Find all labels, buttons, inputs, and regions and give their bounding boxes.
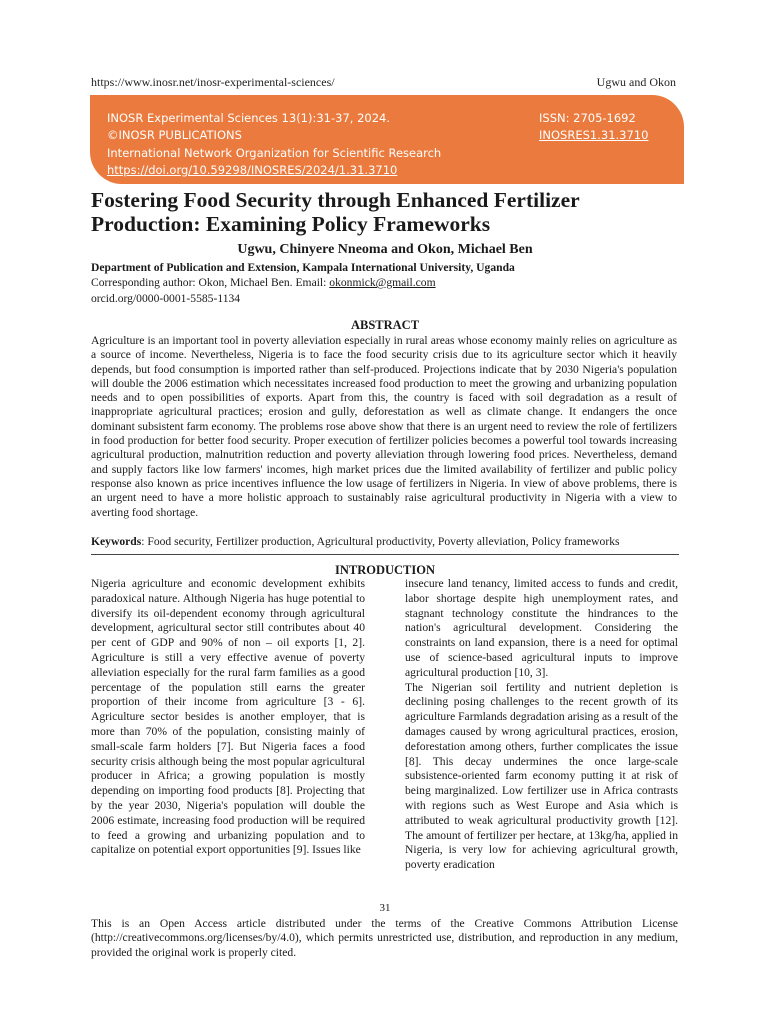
- header-running-authors: Ugwu and Okon: [596, 75, 676, 89]
- abstract-text: Agriculture is an important tool in poverty alleviation especially in rural areas whose economy mainly relies on agriculture as a source of income. Nevertheless, Nigeria is to face the food security crisis due to its agriculture sector which it heavily depends, but food consumption is imported rather than self-produced. Projections indicate that by 2030 Nigeria's population will double the 2006 estimation which necessitates increased food production to meet the growing and urbanizing population needs and to open possibilities of exports. Apart from this, the country is faced with soil degradation as a result of inappropriate agricultural practices; erosion and gully, deforestation as well as climate change. It endangers the once dominant subsistent farm economy. The problems rose above show that there is an urgent need to review the role of fertilizers in food production for better food security. Proper execution of fertilizer policies becomes a powerful tool towards increasing agricultural production, malnutrition reduction and poverty alleviation through lowering food prices. Nevertheless, demand and supply factors like low farmers' incomes, high market prices due the limited availability of fertilizer and public policy response also known as price incentives influence the low usage of fertilizers in Nigeria. In view of above problems, there is an urgent need to have a more holistic approach to sustainably raise agricultural productivity in Nigeria with a view to averting food shortage.: [91, 334, 677, 519]
- orcid-id: orcid.org/0000-0001-5585-1134: [91, 292, 241, 305]
- introduction-paragraph: insecure land tenancy, limited access to funds and credit, labor shortage despite high unemployment rates, and stagnant technology constitute the hindrances to the nation's agricultural development. Considering the constraints on land expansion, there is a need for optimal use of science-based agricultural inputs to improve agricultural production [10, 3].: [405, 577, 678, 679]
- banner-organization: International Network Organization for Scientific Research: [107, 146, 442, 160]
- corresponding-author: [91, 276, 436, 289]
- introduction-paragraph: Nigeria agriculture and economic development exhibits paradoxical nature. Although Nigeria has huge potential to diversify its oil-dependent economy through agricultural development, agricultural sector still contributes about 40 per cent of GDP and 90% of non – oil exports [1, 2]. Agriculture is still a very effective avenue of poverty alleviation especially for the rural farm families as a good percentage of the population still earns the greater proportion of their income from agriculture [3 - 6]. Agriculture sector besides is another employer, that is more than 70% of the population, consisting mainly of small-scale farm holders [7]. But Nigeria faces a food security crisis although being the most popular agricultural producer in Africa; a growing population is mostly depending on importing food products [8]. Projecting that by the year 2030, Nigeria's population will double the 2006 estimate, increasing food production will be required to feed a growing and urbanizing population and to capitalize on potential export opportunities [9]. Issues like: [91, 577, 365, 857]
- article-title: Fostering Food Security through Enhanced Fertilizer Production: Examining Policy Frameworks: [91, 188, 580, 236]
- header-url[interactable]: https://www.inosr.net/inosr-experimental-sciences/: [91, 75, 335, 89]
- section-divider: [91, 554, 679, 555]
- banner-doi-link[interactable]: https://doi.org/10.59298/INOSRES/2024/1.31.3710: [107, 163, 398, 177]
- keywords: [91, 535, 679, 548]
- journal-banner: [90, 95, 684, 184]
- banner-article-code-link[interactable]: INOSRES1.31.3710: [539, 128, 649, 142]
- author-email-link[interactable]: okonmick@gmail.com: [329, 276, 436, 289]
- article-authors: Ugwu, Chinyere Nneoma and Okon, Michael Ben: [237, 242, 533, 257]
- keywords-list: : Food security, Fertilizer production, Agricultural productivity, Poverty alleviation, Policy frameworks: [141, 535, 620, 548]
- license-notice: This is an Open Access article distributed under the terms of the Creative Commons Attribution License (http://creativecommons.org/licenses/by/4.0), which permits unrestricted use, distribution, and reproduction in any medium, provided the original work is properly cited.: [91, 917, 678, 959]
- introduction-heading: INTRODUCTION: [334, 563, 435, 577]
- banner-publisher: ©INOSR PUBLICATIONS: [107, 128, 242, 142]
- author-affiliation: Department of Publication and Extension, Kampala International University, Uganda: [91, 261, 515, 274]
- banner-issn: ISSN: 2705-1692: [539, 111, 636, 125]
- abstract-heading: ABSTRACT: [350, 318, 420, 332]
- page-number: 31: [379, 902, 391, 914]
- introduction-paragraph: The Nigerian soil fertility and nutrient depletion is declining posing challenges to the recent growth of its agriculture Farmlands degradation arising as a result of the damages caused by wrong agricultural practices, erosion, deforestation among others, further complicates the issue [8]. This decay undermines the once large-scale subsistence-oriented farm economy putting it at risk of being marginalized. Low fertilizer use in Africa contrasts with regions such as West Europe and Asia which is attributed to weak agricultural productivity growth [12]. The amount of fertilizer per hectare, at 13kg/ha, applied in Nigeria, is very low for achieving agricultural growth, poverty eradication: [405, 680, 679, 872]
- banner-journal: INOSR Experimental Sciences 13(1):31-37, 2024.: [107, 111, 391, 125]
- keywords-label: Keywords: [91, 535, 142, 548]
- introduction-right-column: [405, 577, 678, 873]
- introduction-left-column: [91, 577, 365, 858]
- corresponding-author-label: Corresponding author: Okon, Michael Ben. Email:: [91, 276, 330, 289]
